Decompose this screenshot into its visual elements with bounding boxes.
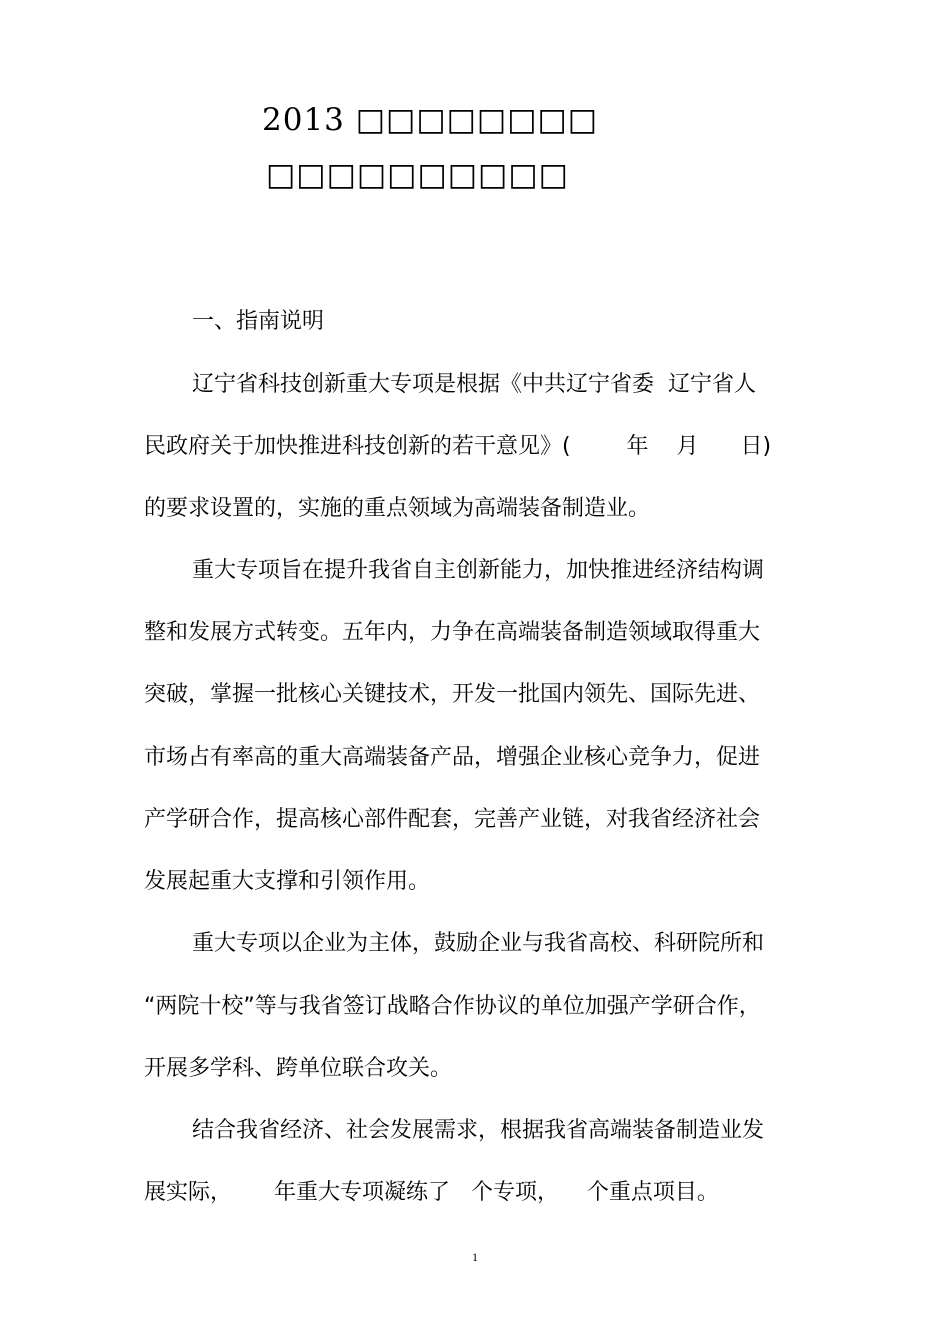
section-heading: 一、指南说明	[192, 309, 325, 334]
title-line-1: 2013 □□□□□□□□	[262, 102, 599, 138]
title-line-2: □□□□□□□□□□	[266, 157, 569, 193]
page-number: 1	[472, 1250, 478, 1264]
paragraph-line: 开展多学科、跨单位联合攻关。	[144, 1056, 453, 1081]
paragraph-line: 市场占有率高的重大高端装备产品，增强企业核心竞争力，促进	[144, 745, 761, 770]
paragraph-line: “两院十校”等与我省签订战略合作协议的单位加强产学研合作，	[144, 994, 761, 1019]
paragraph-line: 发展起重大支撑和引领作用。	[144, 869, 431, 894]
paragraph-line: 展实际， 年重大专项凝练了 个专项， 个重点项目。	[144, 1180, 719, 1205]
paragraph-line: 结合我省经济、社会发展需求，根据我省高端装备制造业发	[192, 1118, 765, 1143]
paragraph-line: 辽宁省科技创新重大专项是根据《中共辽宁省委 辽宁省人	[192, 372, 756, 397]
paragraph-line: 重大专项旨在提升我省自主创新能力，加快推进经济结构调	[192, 558, 765, 583]
paragraph-line: 整和发展方式转变。五年内，力争在高端装备制造领域取得重大	[144, 620, 761, 645]
paragraph-line: 民政府关于加快推进科技创新的若干意见》( 年 月 日)	[144, 434, 772, 459]
paragraph-line: 产学研合作，提高核心部件配套，完善产业链，对我省经济社会	[144, 807, 761, 832]
paragraph-line: 的要求设置的，实施的重点领域为高端装备制造业。	[144, 496, 651, 521]
paragraph-line: 突破，掌握一批核心关键技术，开发一批国内领先、国际先进、	[144, 682, 761, 707]
paragraph-line: 重大专项以企业为主体，鼓励企业与我省高校、科研院所和	[192, 931, 765, 956]
